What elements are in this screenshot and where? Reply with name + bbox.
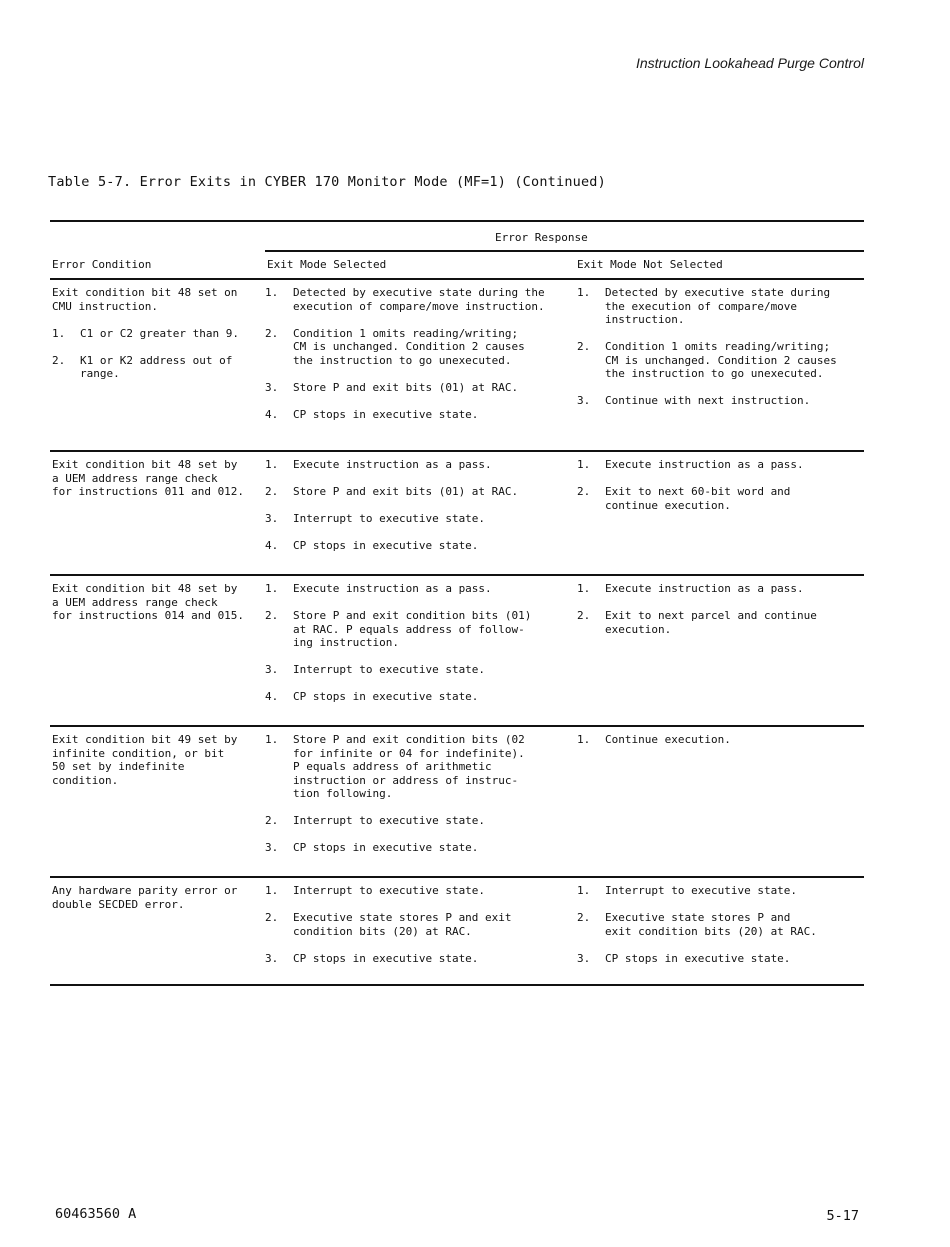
error-condition-text: Any hardware parity error or double SECDED error. — [52, 884, 238, 911]
response-item — [265, 582, 560, 596]
table-bottom-rule — [50, 984, 864, 986]
item-text: Executive state stores P and exit condition bits (20) at RAC. — [605, 911, 817, 938]
item-text: Store P and exit bits (01) at RAC. — [293, 380, 519, 394]
item-text: CP stops in executive state. — [605, 951, 791, 965]
item-text: Condition 1 omits reading/writing; CM is unchanged. Condition 2 causes the instruction to go unexecuted. — [293, 326, 525, 367]
item-number: 1. — [265, 582, 279, 595]
table-row — [50, 725, 864, 876]
table-row — [50, 574, 864, 725]
item-number: 1. — [265, 884, 279, 897]
item-number: 2. — [265, 911, 279, 924]
item-text: Store P and exit condition bits (02 for infinite or 04 for indefinite). P equals address of arithmetic instruction or address of instruc- tion following. — [293, 733, 525, 800]
item-number: 1. — [265, 458, 279, 471]
item-number: 3. — [265, 512, 279, 525]
response-item — [265, 663, 560, 677]
table-title: Table 5-7. Error Exits in CYBER 170 Monitor Mode (MF=1) (Continued) — [48, 174, 606, 190]
item-text: Detected by executive state during the execution of compare/move instruction. — [293, 286, 545, 313]
error-condition-text: Exit condition bit 49 set by infinite condition, or bit 50 set by indefinite condition. — [52, 733, 238, 787]
header-exit-mode-not-selected: Exit Mode Not Selected — [577, 258, 723, 271]
response-item — [265, 327, 560, 368]
item-text: Store P and exit condition bits (01) at RAC. P equals address of follow- ing instruction. — [293, 609, 532, 649]
item-number: 1. — [577, 884, 591, 897]
response-item — [265, 539, 560, 553]
header-error-response: Error Response — [495, 231, 588, 244]
item-number: 2. — [265, 609, 279, 622]
header-exit-mode-selected: Exit Mode Selected — [267, 258, 387, 271]
item-text: Executive state stores P and exit condition bits (20) at RAC. — [293, 911, 512, 938]
item-text: Interrupt to executive state. — [605, 884, 798, 897]
exit-mode-not-selected-cell — [577, 286, 872, 421]
item-number: 2. — [265, 814, 279, 827]
item-text: CP stops in executive state. — [293, 539, 479, 552]
item-number: 3. — [265, 951, 279, 965]
response-item — [265, 381, 560, 395]
exit-mode-selected-cell — [265, 884, 560, 979]
exit-mode-not-selected-cell — [577, 733, 872, 760]
item-text: CP stops in executive state. — [293, 841, 479, 854]
item-text: Continue with next instruction. — [605, 394, 811, 407]
item-number: 3. — [577, 394, 591, 407]
item-number: 2. — [52, 353, 66, 367]
item-text: Exit to next 60-bit word and continue execution. — [605, 485, 791, 512]
error-condition-text: Exit condition bit 48 set by a UEM address range check for instructions 014 and 015. — [52, 582, 245, 622]
item-number: 3. — [265, 380, 279, 394]
exit-mode-selected-cell — [265, 458, 560, 566]
item-number: 1. — [577, 733, 591, 746]
error-condition-text: Exit condition bit 48 set by a UEM address range check for instructions 011 and 012. — [52, 458, 245, 498]
item-text: Interrupt to executive state. — [293, 663, 486, 676]
item-number: 1. — [577, 286, 591, 299]
exit-mode-not-selected-cell — [577, 582, 872, 650]
item-text: C1 or C2 greater than 9. — [80, 326, 239, 340]
item-number: 2. — [577, 609, 591, 622]
table-body — [50, 280, 864, 984]
response-item — [577, 394, 872, 408]
item-number: 3. — [265, 663, 279, 676]
response-item — [265, 884, 560, 898]
item-text: Execute instruction as a pass. — [293, 458, 492, 471]
exit-mode-selected-cell — [265, 733, 560, 868]
response-item — [265, 286, 560, 313]
response-item — [577, 884, 872, 898]
item-number: 2. — [265, 485, 279, 498]
table-row — [50, 450, 864, 574]
item-text: Continue execution. — [605, 733, 731, 746]
item-text: Interrupt to executive state. — [293, 884, 486, 897]
item-number: 4. — [265, 690, 279, 703]
header-columns-row — [50, 250, 864, 278]
response-item — [265, 814, 560, 828]
item-number: 3. — [577, 951, 591, 965]
error-condition-cell — [52, 286, 257, 394]
response-item — [577, 609, 872, 636]
response-item — [265, 952, 560, 966]
item-text: K1 or K2 address out of range. — [80, 353, 233, 380]
response-item — [265, 512, 560, 526]
item-text: Interrupt to executive state. — [293, 512, 486, 525]
response-item — [265, 408, 560, 422]
response-item — [577, 582, 872, 596]
response-item — [577, 340, 872, 381]
page-number: 5-17 — [826, 1208, 859, 1224]
response-item — [577, 911, 872, 938]
item-text: CP stops in executive state. — [293, 407, 479, 421]
condition-item — [52, 327, 257, 341]
item-text: Store P and exit bits (01) at RAC. — [293, 485, 519, 498]
response-item — [265, 609, 560, 650]
item-text: Execute instruction as a pass. — [293, 582, 492, 595]
item-number: 1. — [577, 582, 591, 595]
error-condition-cell — [52, 458, 257, 512]
error-condition-cell — [52, 884, 257, 925]
response-item — [577, 733, 872, 747]
item-text: Exit to next parcel and continue execution. — [605, 609, 817, 636]
error-exits-table — [50, 220, 864, 986]
item-text: Interrupt to executive state. — [293, 814, 486, 827]
item-text: Condition 1 omits reading/writing; CM is unchanged. Condition 2 causes the instruction to go unexecuted. — [605, 340, 837, 380]
item-number: 2. — [577, 485, 591, 498]
exit-mode-selected-cell — [265, 582, 560, 717]
response-item — [265, 911, 560, 938]
table-header — [50, 222, 864, 278]
error-condition-cell — [52, 582, 257, 636]
header-group-row — [50, 222, 864, 250]
exit-mode-not-selected-cell — [577, 884, 872, 979]
item-number: 1. — [265, 286, 279, 299]
exit-mode-selected-cell — [265, 286, 560, 435]
item-text: Execute instruction as a pass. — [605, 582, 804, 595]
response-item — [265, 485, 560, 499]
document-number: 60463560 A — [55, 1206, 137, 1222]
item-number: 2. — [577, 340, 591, 353]
response-item — [265, 458, 560, 472]
error-condition-cell — [52, 733, 257, 801]
response-item — [577, 485, 872, 512]
response-item — [577, 286, 872, 327]
response-item — [577, 458, 872, 472]
item-number: 2. — [577, 911, 591, 924]
item-number: 4. — [265, 539, 279, 552]
item-text: CP stops in executive state. — [293, 951, 479, 965]
item-number: 3. — [265, 841, 279, 854]
exit-mode-not-selected-cell — [577, 458, 872, 526]
item-text: Execute instruction as a pass. — [605, 458, 804, 471]
table-row — [50, 280, 864, 450]
item-number: 1. — [265, 733, 279, 746]
item-number: 1. — [52, 326, 66, 340]
condition-item — [52, 354, 257, 381]
item-number: 4. — [265, 407, 279, 421]
item-number: 1. — [577, 458, 591, 471]
response-item — [577, 952, 872, 966]
response-item — [265, 841, 560, 855]
error-condition-text: Exit condition bit 48 set on CMU instruction. — [52, 286, 238, 313]
running-head: Instruction Lookahead Purge Control — [635, 55, 864, 71]
response-item — [265, 690, 560, 704]
response-item — [265, 733, 560, 801]
header-error-condition: Error Condition — [52, 258, 152, 271]
item-text: Detected by executive state during the execution of compare/move instruction. — [605, 286, 831, 326]
table-row — [50, 876, 864, 984]
item-text: CP stops in executive state. — [293, 690, 479, 703]
item-number: 2. — [265, 326, 279, 340]
